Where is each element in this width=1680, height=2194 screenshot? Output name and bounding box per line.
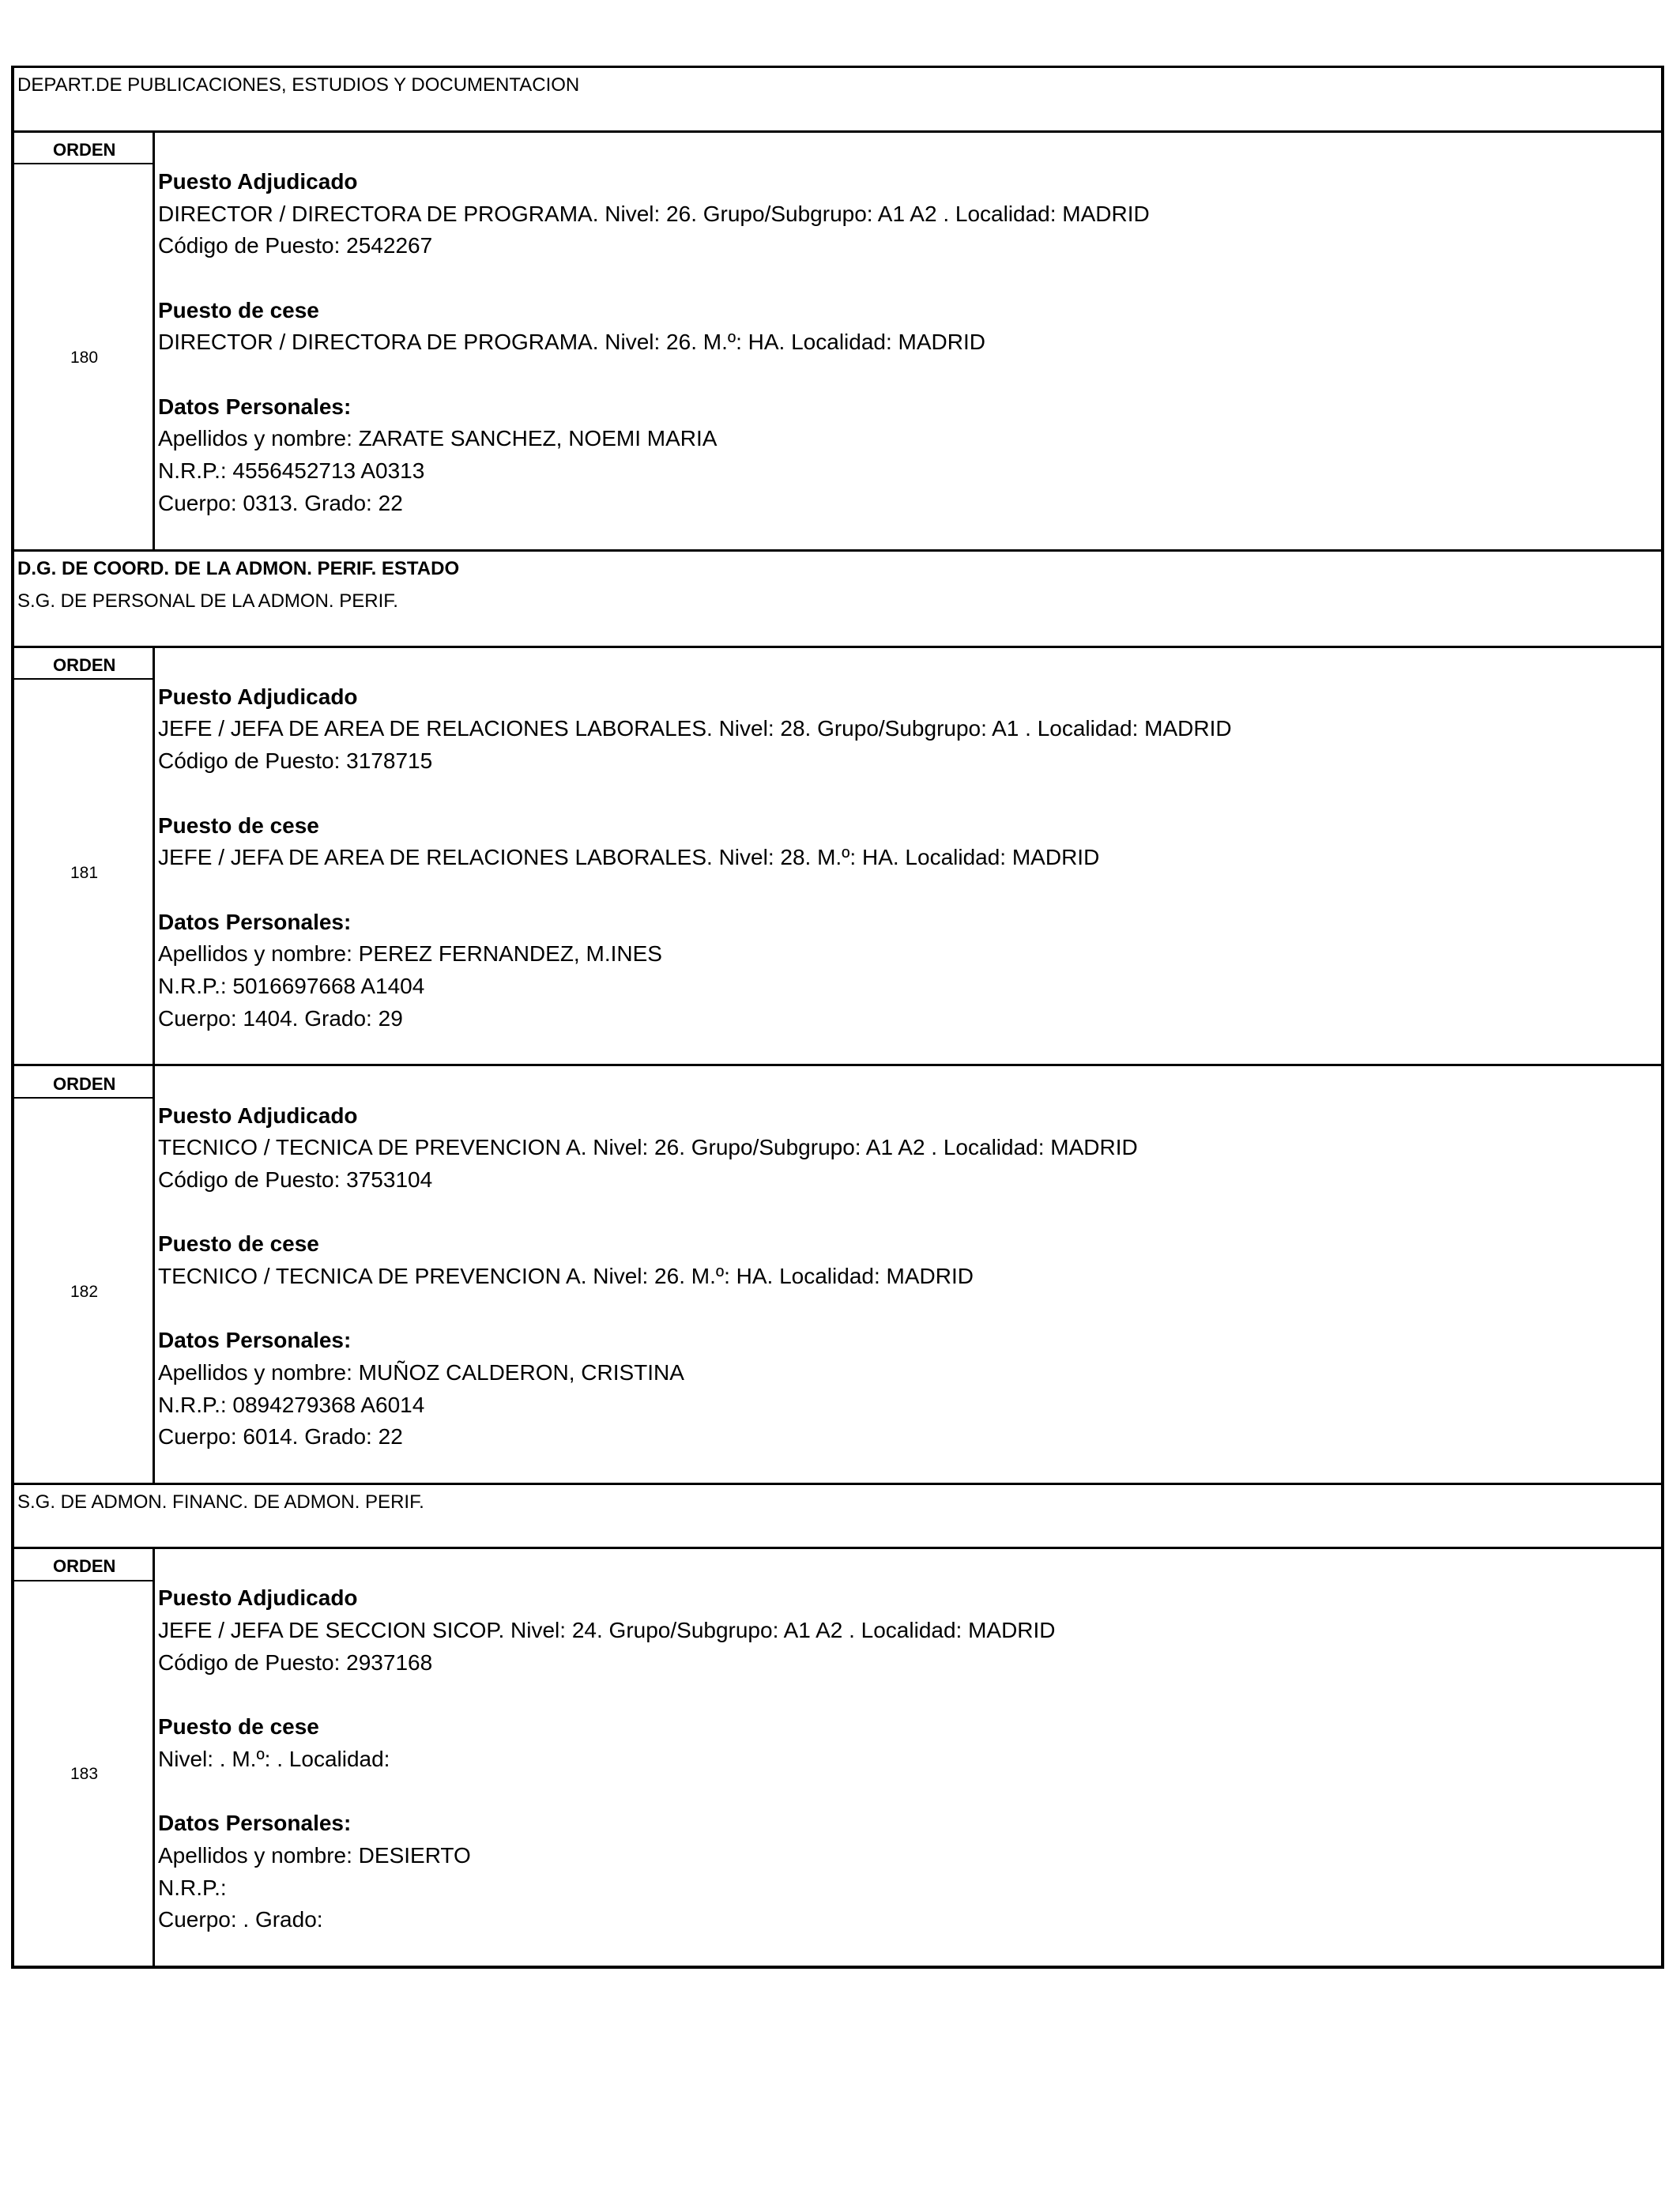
puesto-cese-value: DIRECTOR / DIRECTORA DE PROGRAMA. Nivel: 26. M.º: HA. Localidad: MADRID (158, 330, 985, 354)
direccion-heading: D.G. DE COORD. DE LA ADMON. PERIF. ESTADO (17, 558, 460, 579)
orden-header-line (11, 678, 155, 680)
puesto-adjudicado-value: TECNICO / TECNICA DE PREVENCION A. Nivel: 26. Grupo/Subgrupo: A1 A2 . Localidad: MADRID (158, 1135, 1138, 1159)
record-divider (11, 1483, 1664, 1485)
frame-bottom-border (11, 1966, 1664, 1969)
puesto-cese-label: Puesto de cese (158, 298, 319, 322)
record-divider (11, 1064, 1664, 1066)
orden-header-line (11, 1580, 155, 1581)
orden-header-line (11, 163, 155, 164)
datos-personales-label: Datos Personales: (158, 1328, 352, 1352)
unit-heading: S.G. DE ADMON. FINANC. DE ADMON. PERIF. (17, 1491, 424, 1513)
orden-header-line (11, 1097, 155, 1099)
section-divider (11, 130, 1664, 133)
orden-column-divider (153, 1064, 155, 1484)
puesto-cese-value: TECNICO / TECNICA DE PREVENCION A. Nivel: 26. M.º: HA. Localidad: MADRID (158, 1264, 974, 1288)
apellidos-nombre: Apellidos y nombre: DESIERTO (158, 1843, 471, 1868)
orden-header: ORDEN (53, 1074, 116, 1094)
datos-personales-label: Datos Personales: (158, 910, 352, 934)
orden-number: 182 (70, 1283, 99, 1301)
puesto-adjudicado-label: Puesto Adjudicado (158, 684, 358, 709)
record-divider (11, 549, 1664, 552)
puesto-adjudicado-value: JEFE / JEFA DE SECCION SICOP. Nivel: 24. Grupo/Subgrupo: A1 A2 . Localidad: MADRID (158, 1618, 1056, 1642)
codigo-puesto: Código de Puesto: 3753104 (158, 1167, 433, 1192)
puesto-cese-value: Nivel: . M.º: . Localidad: (158, 1747, 390, 1771)
orden-header: ORDEN (53, 140, 116, 160)
puesto-cese-label: Puesto de cese (158, 1714, 319, 1739)
apellidos-nombre: Apellidos y nombre: PEREZ FERNANDEZ, M.INES (158, 941, 662, 966)
cuerpo-grado: Cuerpo: 1404. Grado: 29 (158, 1006, 403, 1031)
cuerpo-grado: Cuerpo: 6014. Grado: 22 (158, 1424, 403, 1449)
orden-column-divider (153, 646, 155, 1065)
nrp: N.R.P.: 4556452713 A0313 (158, 458, 425, 483)
datos-personales-label: Datos Personales: (158, 1811, 352, 1835)
orden-header: ORDEN (53, 1556, 116, 1576)
nrp: N.R.P.: (158, 1875, 227, 1900)
apellidos-nombre: Apellidos y nombre: ZARATE SANCHEZ, NOEMI MARIA (158, 426, 718, 450)
orden-column-divider (153, 1547, 155, 1967)
frame-top-border (11, 66, 1664, 68)
unit-heading: DEPART.DE PUBLICACIONES, ESTUDIOS Y DOCUMENTACION (17, 74, 580, 96)
puesto-adjudicado-label: Puesto Adjudicado (158, 169, 358, 194)
codigo-puesto: Código de Puesto: 2542267 (158, 233, 433, 258)
puesto-cese-value: JEFE / JEFA DE AREA DE RELACIONES LABORALES. Nivel: 28. M.º: HA. Localidad: MADRID (158, 845, 1100, 869)
codigo-puesto: Código de Puesto: 3178715 (158, 748, 433, 773)
orden-number: 183 (70, 1765, 99, 1783)
nrp: N.R.P.: 0894279368 A6014 (158, 1393, 425, 1417)
datos-personales-label: Datos Personales: (158, 394, 352, 419)
puesto-adjudicado-label: Puesto Adjudicado (158, 1585, 358, 1610)
puesto-cese-label: Puesto de cese (158, 1231, 319, 1256)
apellidos-nombre: Apellidos y nombre: MUÑOZ CALDERON, CRISTINA (158, 1360, 684, 1385)
orden-number: 180 (70, 349, 99, 367)
codigo-puesto: Código de Puesto: 2937168 (158, 1650, 433, 1675)
frame-left-border (11, 66, 14, 1969)
unit-heading: S.G. DE PERSONAL DE LA ADMON. PERIF. (17, 590, 398, 612)
frame-right-border (1661, 66, 1664, 1969)
puesto-cese-label: Puesto de cese (158, 813, 319, 838)
orden-column-divider (153, 130, 155, 551)
cuerpo-grado: Cuerpo: 0313. Grado: 22 (158, 491, 403, 515)
section-divider (11, 646, 1664, 648)
puesto-adjudicado-label: Puesto Adjudicado (158, 1103, 358, 1128)
cuerpo-grado: Cuerpo: . Grado: (158, 1907, 323, 1932)
orden-number: 181 (70, 864, 99, 882)
section-divider (11, 1547, 1664, 1549)
puesto-adjudicado-value: JEFE / JEFA DE AREA DE RELACIONES LABORALES. Nivel: 28. Grupo/Subgrupo: A1 . Localidad: MADRID (158, 716, 1232, 741)
orden-header: ORDEN (53, 655, 116, 675)
puesto-adjudicado-value: DIRECTOR / DIRECTORA DE PROGRAMA. Nivel: 26. Grupo/Subgrupo: A1 A2 . Localidad: MADRID (158, 202, 1150, 226)
nrp: N.R.P.: 5016697668 A1404 (158, 974, 425, 998)
